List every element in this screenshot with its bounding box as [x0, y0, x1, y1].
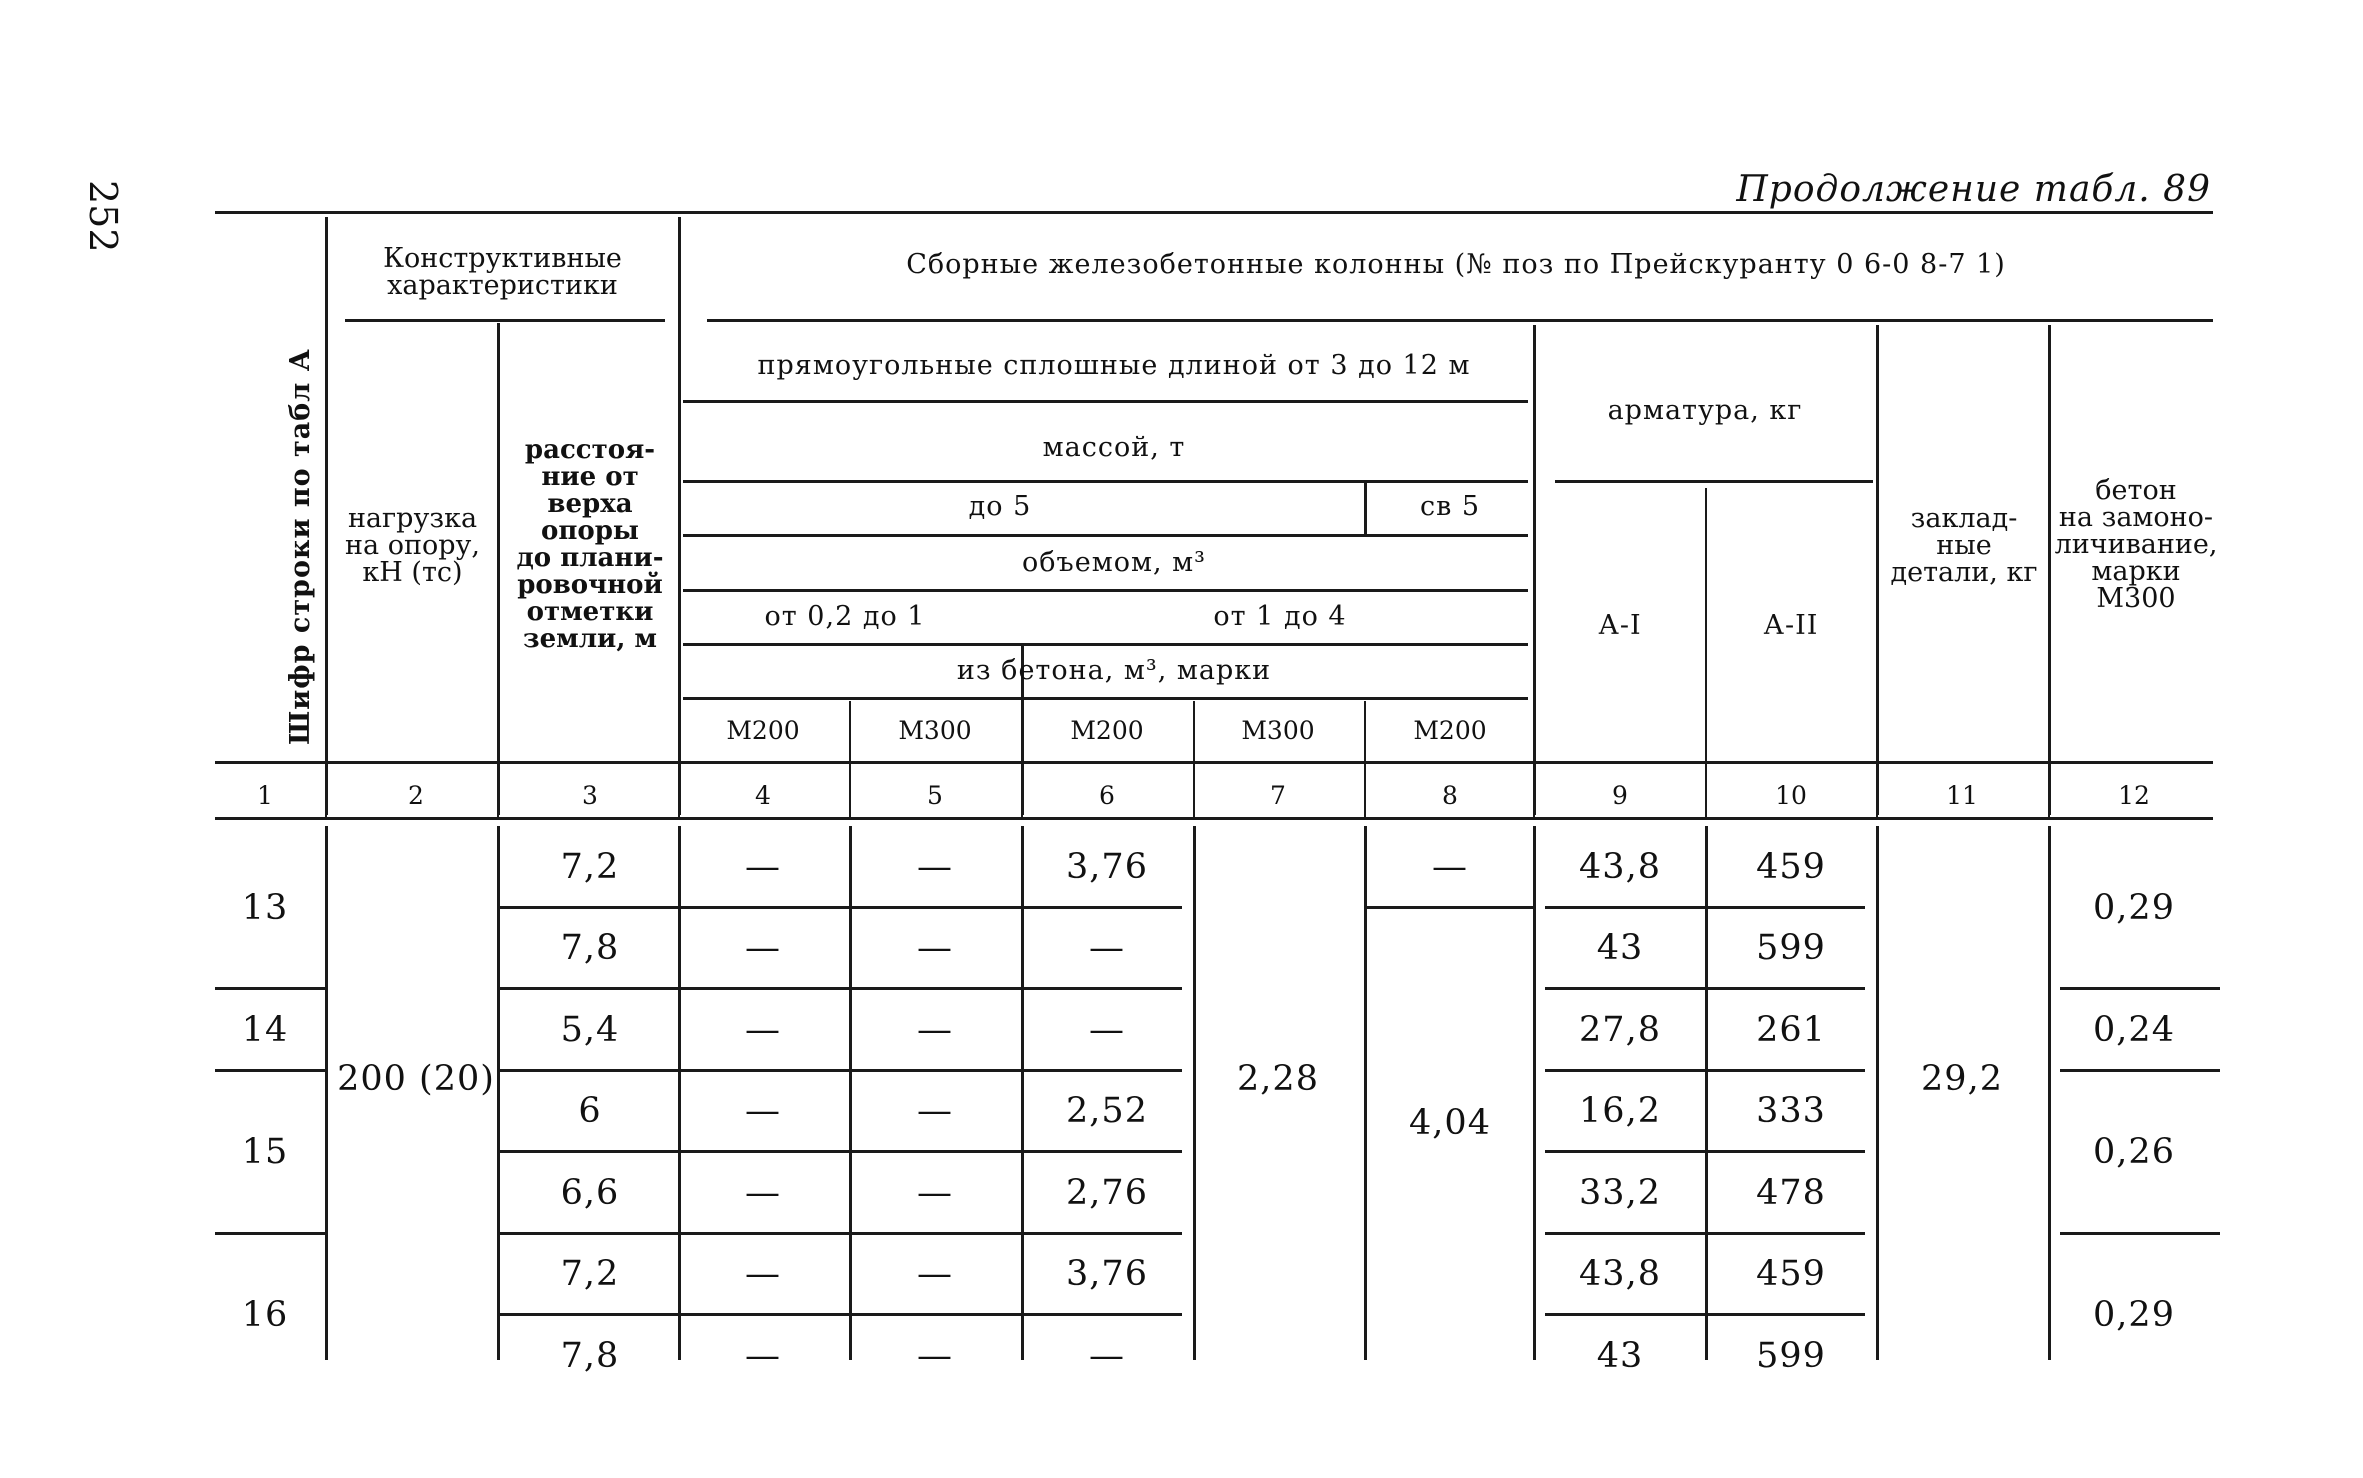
row-rebar-a1: 33,2	[1579, 1172, 1661, 1213]
row-height: 7,2	[560, 846, 620, 887]
page-number: 252	[81, 180, 125, 253]
row-c6: —	[1089, 928, 1125, 969]
row-c4: —	[745, 1009, 781, 1050]
row-rebar-a2: 478	[1756, 1172, 1826, 1213]
vrule-3	[678, 217, 681, 815]
group-separator	[215, 1069, 325, 1072]
mass-header: массой, т	[1042, 432, 1186, 463]
row-c6: 3,76	[1066, 1254, 1148, 1295]
row-separator	[500, 1150, 1182, 1153]
load-header-text: нагрузка на опору, кН (тс)	[345, 503, 480, 588]
row-c5: —	[917, 1335, 953, 1376]
c8-first-value: —	[1432, 846, 1468, 887]
row-height: 7,2	[560, 1254, 620, 1295]
monolith-header	[2051, 477, 2221, 612]
row-height: 6,6	[560, 1172, 620, 1213]
rectangular-underline	[683, 400, 1528, 403]
column-number: 8	[1442, 781, 1458, 810]
column-number-divider	[1533, 765, 1535, 817]
grade-header: М300	[1241, 716, 1315, 745]
row-separator	[1545, 1150, 1865, 1153]
row-c6: 3,76	[1066, 846, 1148, 887]
column-number-divider	[497, 765, 499, 817]
row-rebar-a2: 459	[1756, 1254, 1826, 1295]
up-to-5-header: до 5	[968, 491, 1032, 522]
table-continuation-caption: Продолжение табл. 89	[1736, 169, 2211, 210]
row-separator	[500, 1313, 1182, 1316]
mass-underline	[683, 480, 1528, 483]
body-column-rule	[2048, 826, 2051, 1360]
column-number: 4	[755, 781, 771, 810]
distance-header-text: расстоя- ние от верха опоры до плани- ровочной отметки земли, м	[516, 435, 664, 654]
column-number: 10	[1775, 781, 1807, 810]
c7-value: 2,28	[1237, 1058, 1319, 1099]
body-column-rule	[1876, 826, 1879, 1360]
header-bottom-rule	[215, 761, 2213, 764]
row-rebar-a2: 459	[1756, 846, 1826, 887]
row-c4: —	[745, 1335, 781, 1376]
column-number-divider	[1705, 765, 1707, 817]
column-number: 7	[1270, 781, 1286, 810]
vrule-2	[497, 323, 500, 815]
up-to-5-underline	[683, 534, 1528, 537]
load-value: 200 (20)	[337, 1058, 495, 1099]
volume-underline	[683, 589, 1528, 592]
group-monolith: 0,29	[2093, 1295, 2175, 1335]
construct-header-text: Конструктивные характеристики	[383, 243, 622, 301]
group-separator	[215, 1232, 325, 1235]
column-number-divider	[2048, 765, 2050, 817]
row-rebar-a1: 43	[1596, 928, 1644, 969]
group-cipher: 13	[241, 887, 289, 928]
embedded-header	[1879, 505, 2049, 586]
row-height: 7,8	[560, 928, 620, 969]
row-rebar-a1: 27,8	[1579, 1009, 1661, 1050]
row-separator	[1545, 906, 1865, 909]
row-separator	[500, 1232, 1182, 1235]
column-number-divider	[1193, 765, 1195, 817]
group-separator	[2060, 1232, 2220, 1235]
row-separator	[500, 1069, 1182, 1072]
column-number: 6	[1099, 781, 1115, 810]
col-numbers-bottom-rule	[215, 817, 2213, 820]
c8-rest-value: 4,04	[1409, 1103, 1491, 1144]
group-cipher: 15	[241, 1132, 289, 1172]
group-monolith: 0,29	[2093, 887, 2175, 928]
column-number-divider	[678, 765, 680, 817]
concrete-header: из бетона, м³, марки	[956, 655, 1272, 686]
rebar-underline	[1555, 480, 1873, 483]
group-cipher: 14	[241, 1009, 289, 1050]
row-rebar-a1: 43	[1596, 1335, 1644, 1376]
column-number: 12	[2118, 781, 2150, 810]
row-c5: —	[917, 1172, 953, 1213]
column-number: 5	[927, 781, 943, 810]
row-c6: —	[1089, 1009, 1125, 1050]
row-height: 5,4	[560, 1009, 620, 1050]
construct-underline	[345, 319, 665, 322]
volume-header: объемом, м³	[1022, 547, 1206, 578]
columns-title: Сборные железобетонные колонны (№ поз по Прейскуранту 0 6-0 8-7 1)	[906, 249, 2006, 280]
row-c4: —	[745, 846, 781, 887]
group-monolith: 0,26	[2093, 1132, 2175, 1172]
table-top-rule	[215, 211, 2213, 214]
row-c4: —	[745, 1254, 781, 1295]
column-number: 1	[257, 781, 273, 810]
rectangular-header: прямоугольные сплошные длиной от 3 до 12 м	[757, 350, 1471, 381]
row-c5: —	[917, 928, 953, 969]
row-separator	[500, 906, 1182, 909]
monolith-header-text: бетон на замоно- личивание, марки М300	[2054, 475, 2218, 614]
row-separator	[1545, 1313, 1865, 1316]
row-c6: —	[1089, 1335, 1125, 1376]
columns-title-underline	[707, 319, 2213, 322]
column-number-divider	[325, 765, 327, 817]
column-number-divider	[1364, 765, 1366, 817]
row-separator	[1545, 1232, 1865, 1235]
row-c6: 2,52	[1066, 1091, 1148, 1132]
row-separator	[1545, 987, 1865, 990]
vrule-grade-4	[1364, 482, 1367, 536]
rebar-header: арматура, кг	[1607, 395, 1803, 426]
vol-b-header: от 1 до 4	[1213, 601, 1347, 632]
row-rebar-a1: 43,8	[1579, 846, 1661, 887]
grade-header: М200	[1070, 716, 1144, 745]
over-5-header: св 5	[1419, 491, 1481, 522]
load-header	[330, 505, 495, 586]
group-separator	[2060, 987, 2220, 990]
row-c4: —	[745, 1091, 781, 1132]
grade-header: М300	[898, 716, 972, 745]
row-rebar-a2: 261	[1756, 1009, 1826, 1050]
row-c5: —	[917, 1254, 953, 1295]
row-rebar-a2: 599	[1756, 928, 1826, 969]
column-number-divider	[849, 765, 851, 817]
embedded-value: 29,2	[1921, 1058, 2003, 1099]
row-c5: —	[917, 846, 953, 887]
grade-header: М200	[726, 716, 800, 745]
column-number: 3	[582, 781, 598, 810]
group-separator	[215, 987, 325, 990]
embedded-header-text: заклад- ные детали, кг	[1890, 503, 2038, 588]
group-separator	[2060, 1069, 2220, 1072]
distance-header	[502, 437, 678, 653]
grade-header: М200	[1413, 716, 1487, 745]
column-number: 11	[1946, 781, 1978, 810]
construct-header	[330, 245, 675, 299]
vrule-rebar	[1533, 325, 1536, 815]
row-c5: —	[917, 1091, 953, 1132]
row-c6: 2,76	[1066, 1172, 1148, 1213]
column-number: 9	[1612, 781, 1628, 810]
vrule-1	[325, 217, 328, 815]
row-height: 6	[578, 1091, 602, 1132]
rebar-a2-header: А-II	[1763, 610, 1819, 641]
column-number-divider	[1021, 765, 1023, 817]
body-column-rule	[1533, 826, 1536, 1360]
row-rebar-a1: 16,2	[1579, 1091, 1661, 1132]
body-column-rule	[325, 826, 328, 1360]
row-rebar-a2: 333	[1756, 1091, 1826, 1132]
column-number-divider	[1876, 765, 1878, 817]
rebar-a1-header: А-I	[1598, 610, 1642, 641]
row-rebar-a2: 599	[1756, 1335, 1826, 1376]
vol-a-header: от 0,2 до 1	[764, 601, 926, 632]
concrete-underline	[683, 697, 1528, 700]
row-rebar-a1: 43,8	[1579, 1254, 1661, 1295]
cipher-header: Шифр строки по табл А	[285, 348, 316, 745]
row-separator	[1545, 1069, 1865, 1072]
c8-separator	[1367, 906, 1533, 909]
vol-range-underline	[683, 643, 1528, 646]
group-cipher: 16	[241, 1295, 289, 1335]
row-c5: —	[917, 1009, 953, 1050]
row-c4: —	[745, 928, 781, 969]
row-height: 7,8	[560, 1335, 620, 1376]
row-separator	[500, 987, 1182, 990]
row-c4: —	[745, 1172, 781, 1213]
body-column-rule	[1193, 826, 1196, 1360]
group-monolith: 0,24	[2093, 1009, 2175, 1050]
column-number: 2	[408, 781, 424, 810]
